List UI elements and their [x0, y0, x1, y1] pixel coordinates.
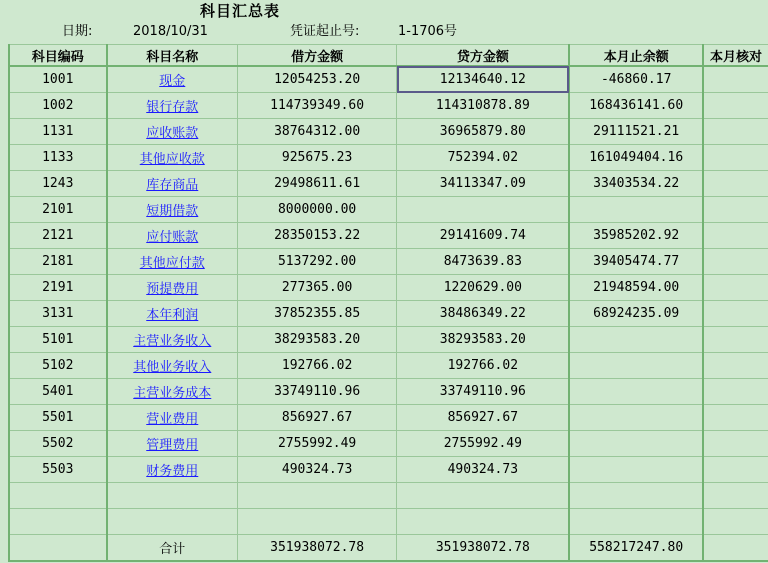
- debit-cell[interactable]: 114739349.60: [237, 93, 396, 119]
- table-row: [9, 197, 768, 223]
- empty-cell[interactable]: [237, 483, 396, 509]
- account-name-link[interactable]: 库存商品: [146, 178, 199, 193]
- account-name-cell[interactable]: [107, 171, 238, 197]
- empty-cell[interactable]: [237, 509, 396, 535]
- account-code-cell[interactable]: 5401: [9, 379, 107, 405]
- summary-table: [8, 44, 768, 562]
- check-cell[interactable]: [703, 66, 768, 93]
- account-name-cell[interactable]: [107, 379, 238, 405]
- credit-cell[interactable]: 12134640.12: [397, 66, 570, 93]
- balance-cell[interactable]: 168436141.60: [569, 93, 703, 119]
- account-name-link[interactable]: 主营业务成本: [133, 386, 212, 401]
- check-cell[interactable]: [703, 119, 768, 145]
- balance-cell[interactable]: [569, 431, 703, 457]
- account-code-cell[interactable]: 3131: [9, 301, 107, 327]
- debit-cell[interactable]: 38293583.20: [237, 327, 396, 353]
- check-cell[interactable]: [703, 197, 768, 223]
- account-code-cell[interactable]: 5501: [9, 405, 107, 431]
- account-name-link[interactable]: 其他应收款: [139, 152, 205, 167]
- account-code-cell[interactable]: 1243: [9, 171, 107, 197]
- balance-cell[interactable]: 21948594.00: [569, 275, 703, 301]
- empty-cell[interactable]: [703, 483, 768, 509]
- account-name-link[interactable]: 财务费用: [146, 464, 199, 479]
- check-cell[interactable]: [703, 93, 768, 119]
- debit-cell[interactable]: 33749110.96: [237, 379, 396, 405]
- credit-cell[interactable]: 38486349.22: [397, 301, 570, 327]
- empty-cell[interactable]: [107, 483, 238, 509]
- balance-cell[interactable]: 29111521.21: [569, 119, 703, 145]
- account-name-link[interactable]: 短期借款: [146, 204, 199, 219]
- header-code[interactable]: 科目编码: [9, 45, 107, 67]
- debit-cell[interactable]: 37852355.85: [237, 301, 396, 327]
- empty-cell[interactable]: [9, 483, 107, 509]
- account-code-cell[interactable]: 2191: [9, 275, 107, 301]
- total-credit-cell[interactable]: 351938072.78: [397, 535, 570, 562]
- credit-cell[interactable]: 2755992.49: [397, 431, 570, 457]
- empty-cell[interactable]: [703, 509, 768, 535]
- credit-cell[interactable]: 114310878.89: [397, 93, 570, 119]
- account-code-cell[interactable]: 5102: [9, 353, 107, 379]
- account-code-cell[interactable]: 1131: [9, 119, 107, 145]
- balance-cell[interactable]: 68924235.09: [569, 301, 703, 327]
- credit-cell[interactable]: 29141609.74: [397, 223, 570, 249]
- credit-cell[interactable]: 192766.02: [397, 353, 570, 379]
- debit-cell[interactable]: 8000000.00: [237, 197, 396, 223]
- header-check[interactable]: 本月核对: [703, 45, 768, 67]
- balance-cell[interactable]: [569, 327, 703, 353]
- total-debit-cell[interactable]: 351938072.78: [237, 535, 396, 562]
- empty-cell[interactable]: [9, 509, 107, 535]
- account-code-cell[interactable]: 1133: [9, 145, 107, 171]
- check-cell[interactable]: [703, 457, 768, 483]
- debit-cell[interactable]: 856927.67: [237, 405, 396, 431]
- table-row: [9, 405, 768, 431]
- account-name-cell[interactable]: [107, 327, 238, 353]
- account-name-cell[interactable]: [107, 197, 238, 223]
- account-code-cell[interactable]: 5101: [9, 327, 107, 353]
- debit-cell[interactable]: 28350153.22: [237, 223, 396, 249]
- header-debit[interactable]: 借方金额: [237, 45, 396, 67]
- credit-cell[interactable]: 38293583.20: [397, 327, 570, 353]
- account-name-link[interactable]: 其他应付款: [139, 256, 205, 271]
- balance-cell[interactable]: 33403534.22: [569, 171, 703, 197]
- debit-cell[interactable]: 29498611.61: [237, 171, 396, 197]
- account-code-cell[interactable]: 5502: [9, 431, 107, 457]
- table-row: [9, 66, 768, 93]
- empty-cell[interactable]: [703, 535, 768, 562]
- account-name-cell[interactable]: [107, 353, 238, 379]
- debit-cell[interactable]: 2755992.49: [237, 431, 396, 457]
- empty-cell[interactable]: [397, 483, 570, 509]
- date-value[interactable]: 2018/10/31: [133, 24, 208, 39]
- total-label-cell[interactable]: 合计: [107, 535, 238, 562]
- check-cell[interactable]: [703, 249, 768, 275]
- empty-cell[interactable]: [397, 509, 570, 535]
- balance-cell[interactable]: 161049404.16: [569, 145, 703, 171]
- empty-cell[interactable]: [569, 483, 703, 509]
- check-cell[interactable]: [703, 145, 768, 171]
- debit-cell[interactable]: 277365.00: [237, 275, 396, 301]
- account-name-cell[interactable]: [107, 301, 238, 327]
- table-row: [9, 171, 768, 197]
- account-name-cell[interactable]: [107, 223, 238, 249]
- account-name-link[interactable]: 银行存款: [146, 100, 199, 115]
- table-row: [9, 379, 768, 405]
- credit-cell[interactable]: 752394.02: [397, 145, 570, 171]
- credit-cell[interactable]: 490324.73: [397, 457, 570, 483]
- empty-cell[interactable]: [9, 535, 107, 562]
- debit-cell[interactable]: 12054253.20: [237, 66, 396, 93]
- account-code-cell[interactable]: 1002: [9, 93, 107, 119]
- table-row: [9, 353, 768, 379]
- balance-cell[interactable]: 35985202.92: [569, 223, 703, 249]
- check-cell[interactable]: [703, 301, 768, 327]
- check-cell[interactable]: [703, 223, 768, 249]
- table-row: [9, 275, 768, 301]
- check-cell[interactable]: [703, 379, 768, 405]
- debit-cell[interactable]: 192766.02: [237, 353, 396, 379]
- account-name-cell[interactable]: [107, 457, 238, 483]
- credit-cell[interactable]: [397, 197, 570, 223]
- account-name-link[interactable]: 应收账款: [146, 126, 199, 141]
- account-code-cell[interactable]: 5503: [9, 457, 107, 483]
- empty-cell[interactable]: [569, 509, 703, 535]
- table-row: [9, 119, 768, 145]
- account-name-link[interactable]: 主营业务收入: [133, 334, 212, 349]
- credit-cell[interactable]: 36965879.80: [397, 119, 570, 145]
- credit-cell[interactable]: 1220629.00: [397, 275, 570, 301]
- empty-row: [9, 483, 768, 509]
- balance-cell[interactable]: [569, 457, 703, 483]
- sheet-title: 科目汇总表: [200, 2, 281, 20]
- table-row: [9, 145, 768, 171]
- account-name-link[interactable]: 管理费用: [146, 438, 199, 453]
- check-cell[interactable]: [703, 275, 768, 301]
- account-name-link[interactable]: 营业费用: [146, 412, 199, 427]
- debit-cell[interactable]: 490324.73: [237, 457, 396, 483]
- table-row: [9, 249, 768, 275]
- empty-row: [9, 509, 768, 535]
- debit-cell[interactable]: 925675.23: [237, 145, 396, 171]
- table-row: [9, 457, 768, 483]
- header-row: [9, 45, 768, 67]
- account-code-cell[interactable]: 2181: [9, 249, 107, 275]
- account-name-cell[interactable]: [107, 93, 238, 119]
- empty-cell[interactable]: [107, 509, 238, 535]
- account-name-cell[interactable]: [107, 431, 238, 457]
- check-cell[interactable]: [703, 353, 768, 379]
- account-name-link[interactable]: 其他业务收入: [133, 360, 212, 375]
- check-cell[interactable]: [703, 327, 768, 353]
- credit-cell[interactable]: 856927.67: [397, 405, 570, 431]
- debit-cell[interactable]: 38764312.00: [237, 119, 396, 145]
- credit-cell[interactable]: 33749110.96: [397, 379, 570, 405]
- voucher-value[interactable]: 1-1706号: [398, 24, 458, 39]
- header-name[interactable]: 科目名称: [107, 45, 238, 67]
- check-cell[interactable]: [703, 431, 768, 457]
- total-balance-cell[interactable]: 558217247.80: [569, 535, 703, 562]
- credit-cell[interactable]: 34113347.09: [397, 171, 570, 197]
- debit-cell[interactable]: 5137292.00: [237, 249, 396, 275]
- balance-cell[interactable]: [569, 379, 703, 405]
- table-row: [9, 93, 768, 119]
- account-code-cell[interactable]: 2121: [9, 223, 107, 249]
- account-name-cell[interactable]: [107, 249, 238, 275]
- table-row: [9, 223, 768, 249]
- credit-cell[interactable]: 8473639.83: [397, 249, 570, 275]
- account-code-cell[interactable]: 1001: [9, 66, 107, 93]
- balance-cell[interactable]: [569, 353, 703, 379]
- balance-cell[interactable]: [569, 197, 703, 223]
- header-balance[interactable]: 本月止余额: [569, 45, 703, 67]
- balance-cell[interactable]: [569, 405, 703, 431]
- account-name-link[interactable]: 本年利润: [146, 308, 199, 323]
- table-row: [9, 327, 768, 353]
- header-credit[interactable]: 贷方金额: [397, 45, 570, 67]
- date-label: 日期:: [62, 24, 93, 39]
- account-code-cell[interactable]: 2101: [9, 197, 107, 223]
- account-name-cell[interactable]: [107, 119, 238, 145]
- account-name-cell[interactable]: [107, 275, 238, 301]
- total-row: [9, 535, 768, 562]
- account-name-link[interactable]: 预提费用: [146, 282, 199, 297]
- balance-cell[interactable]: 39405474.77: [569, 249, 703, 275]
- account-name-link[interactable]: 应付账款: [146, 230, 199, 245]
- table-row: [9, 301, 768, 327]
- balance-cell[interactable]: -46860.17: [569, 66, 703, 93]
- account-name-link[interactable]: 现金: [159, 74, 186, 89]
- account-name-cell[interactable]: [107, 405, 238, 431]
- voucher-label: 凭证起止号:: [290, 24, 360, 39]
- account-name-cell[interactable]: [107, 66, 238, 93]
- table-row: [9, 431, 768, 457]
- check-cell[interactable]: [703, 171, 768, 197]
- account-name-cell[interactable]: [107, 145, 238, 171]
- check-cell[interactable]: [703, 405, 768, 431]
